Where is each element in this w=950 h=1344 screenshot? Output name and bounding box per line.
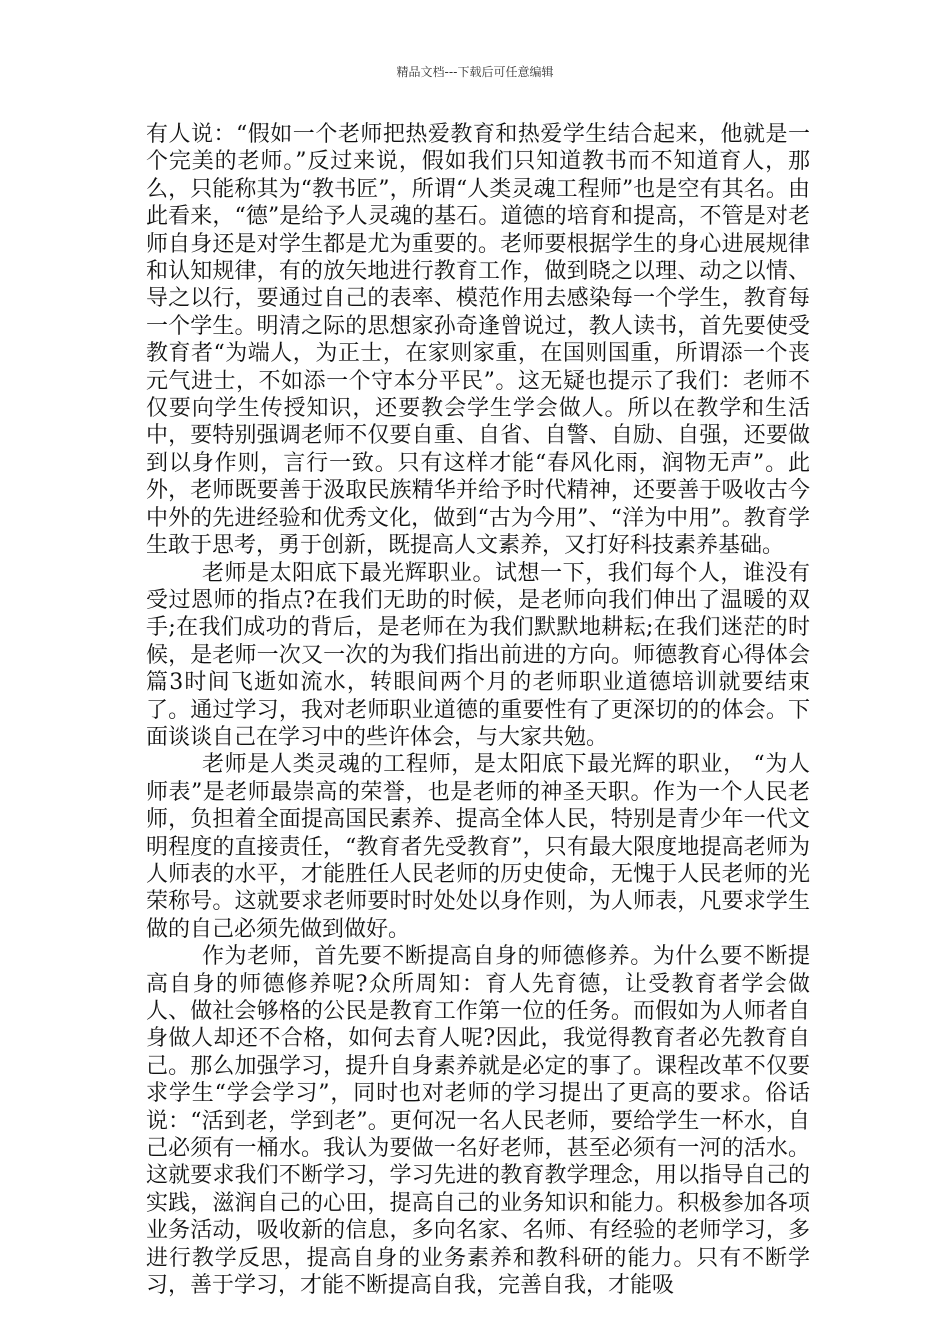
paragraph-1: 有人说：“假如一个老师把热爱教育和热爱学生结合起来，他就是一个完美的老师。”反过来说，假如我们只知道教书而不知道育人，那么，只能称其为“教书匠”，所谓“人类灵魂工程师”也是空有其名。由此看来，“德”是给予人灵魂的基石。道德的培育和提高，不管是对老师自身还是对学生都是尤为重要的。老师要根据学生的身心进展规律和认知规律，有的放矢地进行教育工作，做到晓之以理、动之以情、导之以行，要通过自己的表率、模范作用去感染每一个学生，教育每一个学生。明清之际的思想家孙奇逢曾说过，教人读书，首先要使受教育者“为端人，为正士，在家则家重，在国则国重，所谓添一个丧元气进士，不如添一个守本分平民”。这无疑也提示了我们：老师不仅要向学生传授知识，还要教会学生学会做人。所以在教学和生活中，要特别强调老师不仅要自重、自省、自警、自励、自强，还要做到以身作则，言行一致。只有这样才能“春风化雨，润物无声”。此外，老师既要善于汲取民族精华并给予时代精神，还要善于吸收古今中外的先进经验和优秀文化，做到“古为今用”、“洋为中用”。教育学生敢于思考，勇于创新，既提高人文素养，又打好科技素养基础。: [146, 122, 810, 559]
document-body: [146, 121, 810, 1299]
paragraph-3: 老师是人类灵魂的工程师，是太阳底下最光辉的职业， “为人师表”是老师最崇高的荣誉，也是老师的神圣天职。作为一个人民老师，负担着全面提高国民素养、提高全体人民，特别是青少年一代文明程度的直接责任，“教育者先受教育”，只有最大限度地提高老师为人师表的水平，才能胜任人民老师的历史使命，无愧于人民老师的光荣称号。这就要求老师要时时处处以身作则，为人师表，凡要求学生做的自己必须先做到做好。: [146, 752, 810, 942]
paragraph-4: 作为老师，首先要不断提高自身的师德修养。为什么要不断提高自身的师德修养呢?众所周知：育人先育德，让受教育者学会做人、做社会够格的公民是教育工作第一位的任务。而假如为人师者自身做人却还不合格，如何去育人呢?因此，我觉得教育者必先教育自己。那么加强学习，提升自身素养就是必定的事了。课程改革不仅要求学生“学会学习”，同时也对老师的学习提出了更高的要求。俗话说：“活到老，学到老”。更何况一名人民老师，要给学生一杯水，自己必须有一桶水。我认为要做一名好老师，甚至必须有一河的活水。这就要求我们不断学习，学习先进的教育教学理念，用以指导自己的实践，滋润自己的心田，提高自己的业务知识和能力。积极参加各项业务活动，吸收新的信息，多向名家、名师、有经验的老师学习，多进行教学反思，提高自身的业务素养和教科研的能力。只有不断学习，善于学习，才能不断提高自我，完善自我，才能吸: [146, 944, 810, 1299]
paragraph-2: 老师是太阳底下最光辉职业。试想一下，我们每个人，谁没有受过恩师的指点?在我们无助的时候，是老师向我们伸出了温暖的双手;在我们成功的背后，是老师在为我们默默地耕耘;在我们迷茫的时候，是老师一次又一次的为我们指出前进的方向。师德教育心得体会 篇3时间飞逝如流水，转眼间两个月的老师职业道德培训就要结束了。通过学习，我对老师职业道德的重要性有了更深切的的体会。下面谈谈自己在学习中的些许体会，与大家共勉。: [146, 560, 810, 750]
page-header: 精品文档---下载后可任意编辑: [396, 65, 554, 79]
